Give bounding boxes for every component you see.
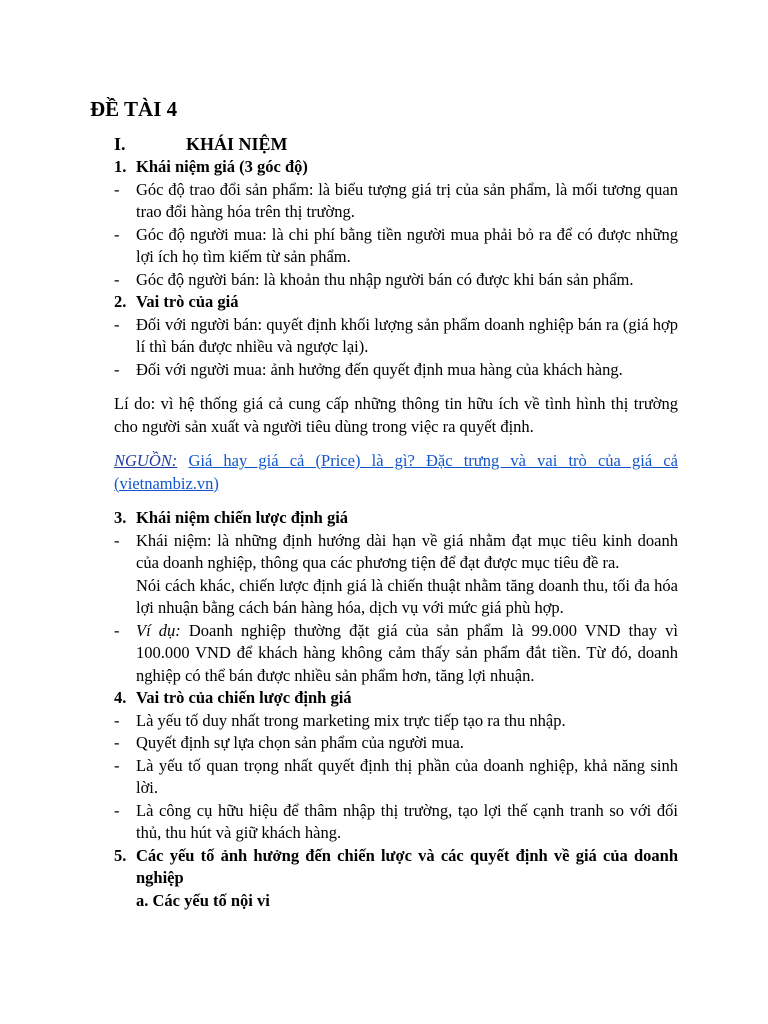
section-label: KHÁI NIỆM [186, 134, 288, 154]
section-number: I. [114, 134, 126, 154]
section-heading [114, 132, 288, 156]
document-title: ĐỀ TÀI 4 [90, 97, 178, 121]
bullet-item: - Là yếu tố duy nhất trong marketing mix trực tiếp tạo ra thu nhập. [114, 710, 566, 730]
content-block [114, 156, 678, 912]
bullet-item: - Góc độ người bán: là khoản thu nhập người bán có được khi bán sản phẩm. [114, 269, 634, 289]
bullet-item-example: - Ví dụ: Doanh nghiệp thường đặt giá của sản phẩm là 99.000 VND thay vì 100.000 VND để khách hàng không cảm thấy sản phẩm đắt tiền. Từ đó, doanh nghiệp có thể bán được nhiều sản phẩm hơn, tăng lợi nhuận. [114, 620, 678, 685]
bullet-item: - Là yếu tố quan trọng nhất quyết định thị phần của doanh nghiệp, khả năng sinh lời. [114, 755, 678, 797]
reason-paragraph: Lí do: vì hệ thống giá cả cung cấp những thông tin hữu ích về tình hình thị trường cho người sản xuất và người tiêu dùng trong việc ra quyết định. [114, 394, 678, 436]
heading-3: 3. Khái niệm chiến lược định giá [114, 508, 349, 527]
source-link[interactable]: Giá hay giá cả (Price) là gì? Đặc trưng và vai trò của giá cả (vietnambiz.vn) [114, 451, 678, 493]
bullet-item: - Góc độ người mua: là chi phí bằng tiền người mua phải bỏ ra để có được những lợi ích họ tìm kiếm từ sản phẩm. [114, 224, 678, 266]
heading-5: 5. Các yếu tố ảnh hưởng đến chiến lược và các quyết định về giá của doanh nghiệp [114, 845, 678, 887]
subheading-a: a. Các yếu tố nội vi [136, 890, 270, 910]
source-label: NGUỒN: [114, 451, 178, 470]
heading-2: 2. Vai trò của giá [114, 292, 239, 311]
indented-paragraph: Nói cách khác, chiến lược định giá là chiến thuật nhằm tăng doanh thu, tối đa hóa lợi nhuận bằng cách bán hàng hóa, dịch vụ với mức giá phù hợp. [136, 575, 678, 617]
example-label: Ví dụ: [136, 620, 181, 640]
bullet-item: - Đối với người bán: quyết định khối lượng sản phẩm doanh nghiệp bán ra (giá hợp lí thì bán được nhiều và ngược lại). [114, 314, 678, 356]
source-line [114, 450, 678, 495]
bullet-item: - Là công cụ hữu hiệu để thâm nhập thị trường, tạo lợi thế cạnh tranh so với đối thủ, thu hút và giữ khách hàng. [114, 800, 678, 842]
heading-1: 1. Khái niệm giá (3 góc độ) [114, 157, 308, 176]
heading-4: 4. Vai trò của chiến lược định giá [114, 688, 352, 707]
bullet-item: - Góc độ trao đổi sản phẩm: là biểu tượng giá trị của sản phẩm, là mối tương quan trao đổi hàng hóa trên thị trường. [114, 179, 678, 221]
bullet-item: - Đối với người mua: ảnh hưởng đến quyết định mua hàng của khách hàng. [114, 359, 623, 379]
bullet-item: - Quyết định sự lựa chọn sản phẩm của người mua. [114, 733, 464, 752]
bullet-item: - Khái niệm: là những định hướng dài hạn về giá nhằm đạt mục tiêu kinh doanh của doanh nghiệp, thông qua các phương tiện để đạt được mục tiêu đề ra. [114, 530, 678, 572]
example-text: Doanh nghiệp thường đặt giá của sản phẩm là 99.000 VND thay vì 100.000 VND để khách hàng không cảm thấy sản phẩm đắt tiền. Từ đó, doanh nghiệp có thể bán được nhiều sản phẩm hơn, tăng lợi nhuận. [136, 620, 678, 685]
